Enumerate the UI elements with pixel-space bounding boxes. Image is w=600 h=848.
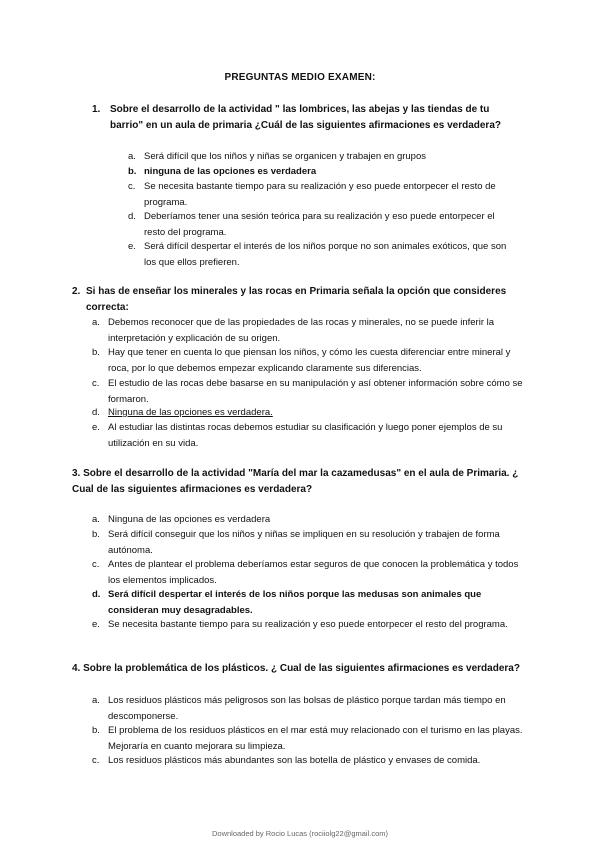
option-letter: e. <box>92 422 100 433</box>
question-1 <box>92 102 522 134</box>
option-text: Será difícil despertar el interés de los niños porque no son animales exóticos, que son los que ellos prefieren. <box>144 241 507 268</box>
question-text: Sobre el desarrollo de la actividad " las lombrices, las abejas y las tiendas de tu barrio" en un aula de primaria ¿Cuál de las siguientes afirmaciones es verdadera? <box>110 104 501 131</box>
option-text: ninguna de las opciones es verdadera <box>144 166 317 177</box>
question-text: 3. Sobre el desarrollo de la actividad "María del mar la cazamedusas" en el aula de Primaria. ¿ Cual de las siguientes afirmaciones es verdadera? <box>72 468 519 495</box>
option-1d <box>128 209 508 240</box>
question-number: 2. <box>72 286 81 297</box>
option-letter: a. <box>92 317 100 328</box>
question-2 <box>72 284 532 316</box>
question-text: 4. Sobre la problemática de los plásticos. ¿ Cual de las siguientes afirmaciones es verdadera? <box>72 663 520 674</box>
option-2c <box>92 376 532 407</box>
option-letter: a. <box>92 695 100 706</box>
option-text: Hay que tener en cuenta lo que piensan los niños, y cómo les cuesta diferenciar entre mineral y roca, por lo que debemos empezar explicando claramente sus diferencias. <box>108 347 511 374</box>
question-3 <box>72 466 532 498</box>
question-number: 4. <box>72 663 81 674</box>
option-letter: b. <box>92 725 100 736</box>
option-letter: c. <box>92 378 100 389</box>
option-2a <box>92 315 532 346</box>
option-letter: b. <box>92 347 100 358</box>
option-3e <box>92 617 532 633</box>
option-letter: e. <box>92 619 100 630</box>
option-text: Al estudiar las distintas rocas debemos estudiar su clasificación y luego poner ejemplos de su utilización en su vida. <box>108 422 503 449</box>
option-letter: c. <box>128 181 136 192</box>
option-text: Debemos reconocer que de las propiedades de las rocas y minerales, no se puede inferir la interpretación y explicación de su origen. <box>108 317 495 344</box>
option-text: Será difícil conseguir que los niños y niñas se impliquen en su resolución y trabajen de forma autónoma. <box>108 529 500 556</box>
option-text: Se necesita bastante tiempo para su realización y eso puede entorpecer el resto del programa. <box>108 619 508 630</box>
option-4c <box>92 753 532 769</box>
option-text: Ninguna de las opciones es verdadera <box>108 514 271 525</box>
option-text: Antes de plantear el problema deberíamos estar seguros de que conocen la problemática y todos los elementos implicados. <box>108 559 519 586</box>
option-3d <box>92 587 532 618</box>
question-number: 3. <box>72 468 81 479</box>
option-1b <box>128 164 508 180</box>
option-text: Deberíamos tener una sesión teórica para su realización y eso puede entorpecer el resto del programa. <box>144 211 495 238</box>
option-letter: d. <box>128 211 136 222</box>
option-1a <box>128 149 508 165</box>
option-letter: d. <box>92 589 101 600</box>
option-2b <box>92 345 532 376</box>
option-letter: c. <box>92 755 100 766</box>
option-text: Se necesita bastante tiempo para su realización y eso puede entorpecer el resto de programa. <box>144 181 496 208</box>
option-2e <box>92 420 532 451</box>
option-3c <box>92 557 532 588</box>
option-3b <box>92 527 532 558</box>
option-letter: b. <box>128 166 137 177</box>
option-text: Los residuos plásticos más abundantes son las botella de plástico y envases de comida. <box>108 755 481 766</box>
option-4a <box>92 693 532 724</box>
question-text: Si has de enseñar los minerales y las rocas en Primaria señala la opción que consideres correcta: <box>86 286 507 313</box>
option-2d <box>92 405 532 421</box>
option-letter: b. <box>92 529 100 540</box>
option-letter: a. <box>128 151 136 162</box>
question-number: 1. <box>92 104 101 115</box>
question-4 <box>72 661 532 677</box>
option-text: Los residuos plásticos más peligrosos son las bolsas de plástico porque tardan más tiempo en descomponerse. <box>108 695 506 722</box>
page-title: PREGUNTAS MEDIO EXAMEN: <box>224 72 376 83</box>
option-1e <box>128 239 508 270</box>
option-letter: a. <box>92 514 100 525</box>
option-text: Será difícil que los niños y niñas se organicen y trabajen en grupos <box>144 151 427 162</box>
option-1c <box>128 179 508 210</box>
option-letter: d. <box>92 407 100 418</box>
option-letter: e. <box>128 241 136 252</box>
option-4b <box>92 723 532 754</box>
option-letter: c. <box>92 559 100 570</box>
option-text: El estudio de las rocas debe basarse en su manipulación y así obtener información sobre cómo se formaron. <box>108 378 523 405</box>
option-text: Ninguna de las opciones es verdadera. <box>108 407 273 418</box>
option-3a <box>92 512 532 528</box>
download-footer: Downloaded by Rocio Lucas (rociiolg22@gmail.com) <box>211 829 389 838</box>
option-text: Será difícil despertar el interés de los niños porque las medusas son animales que consideran muy desagradables. <box>108 589 482 616</box>
option-text: El problema de los residuos plásticos en el mar está muy relacionado con el turismo en las playas. Mejoraría en cuanto mejorara su limpieza. <box>108 725 523 752</box>
